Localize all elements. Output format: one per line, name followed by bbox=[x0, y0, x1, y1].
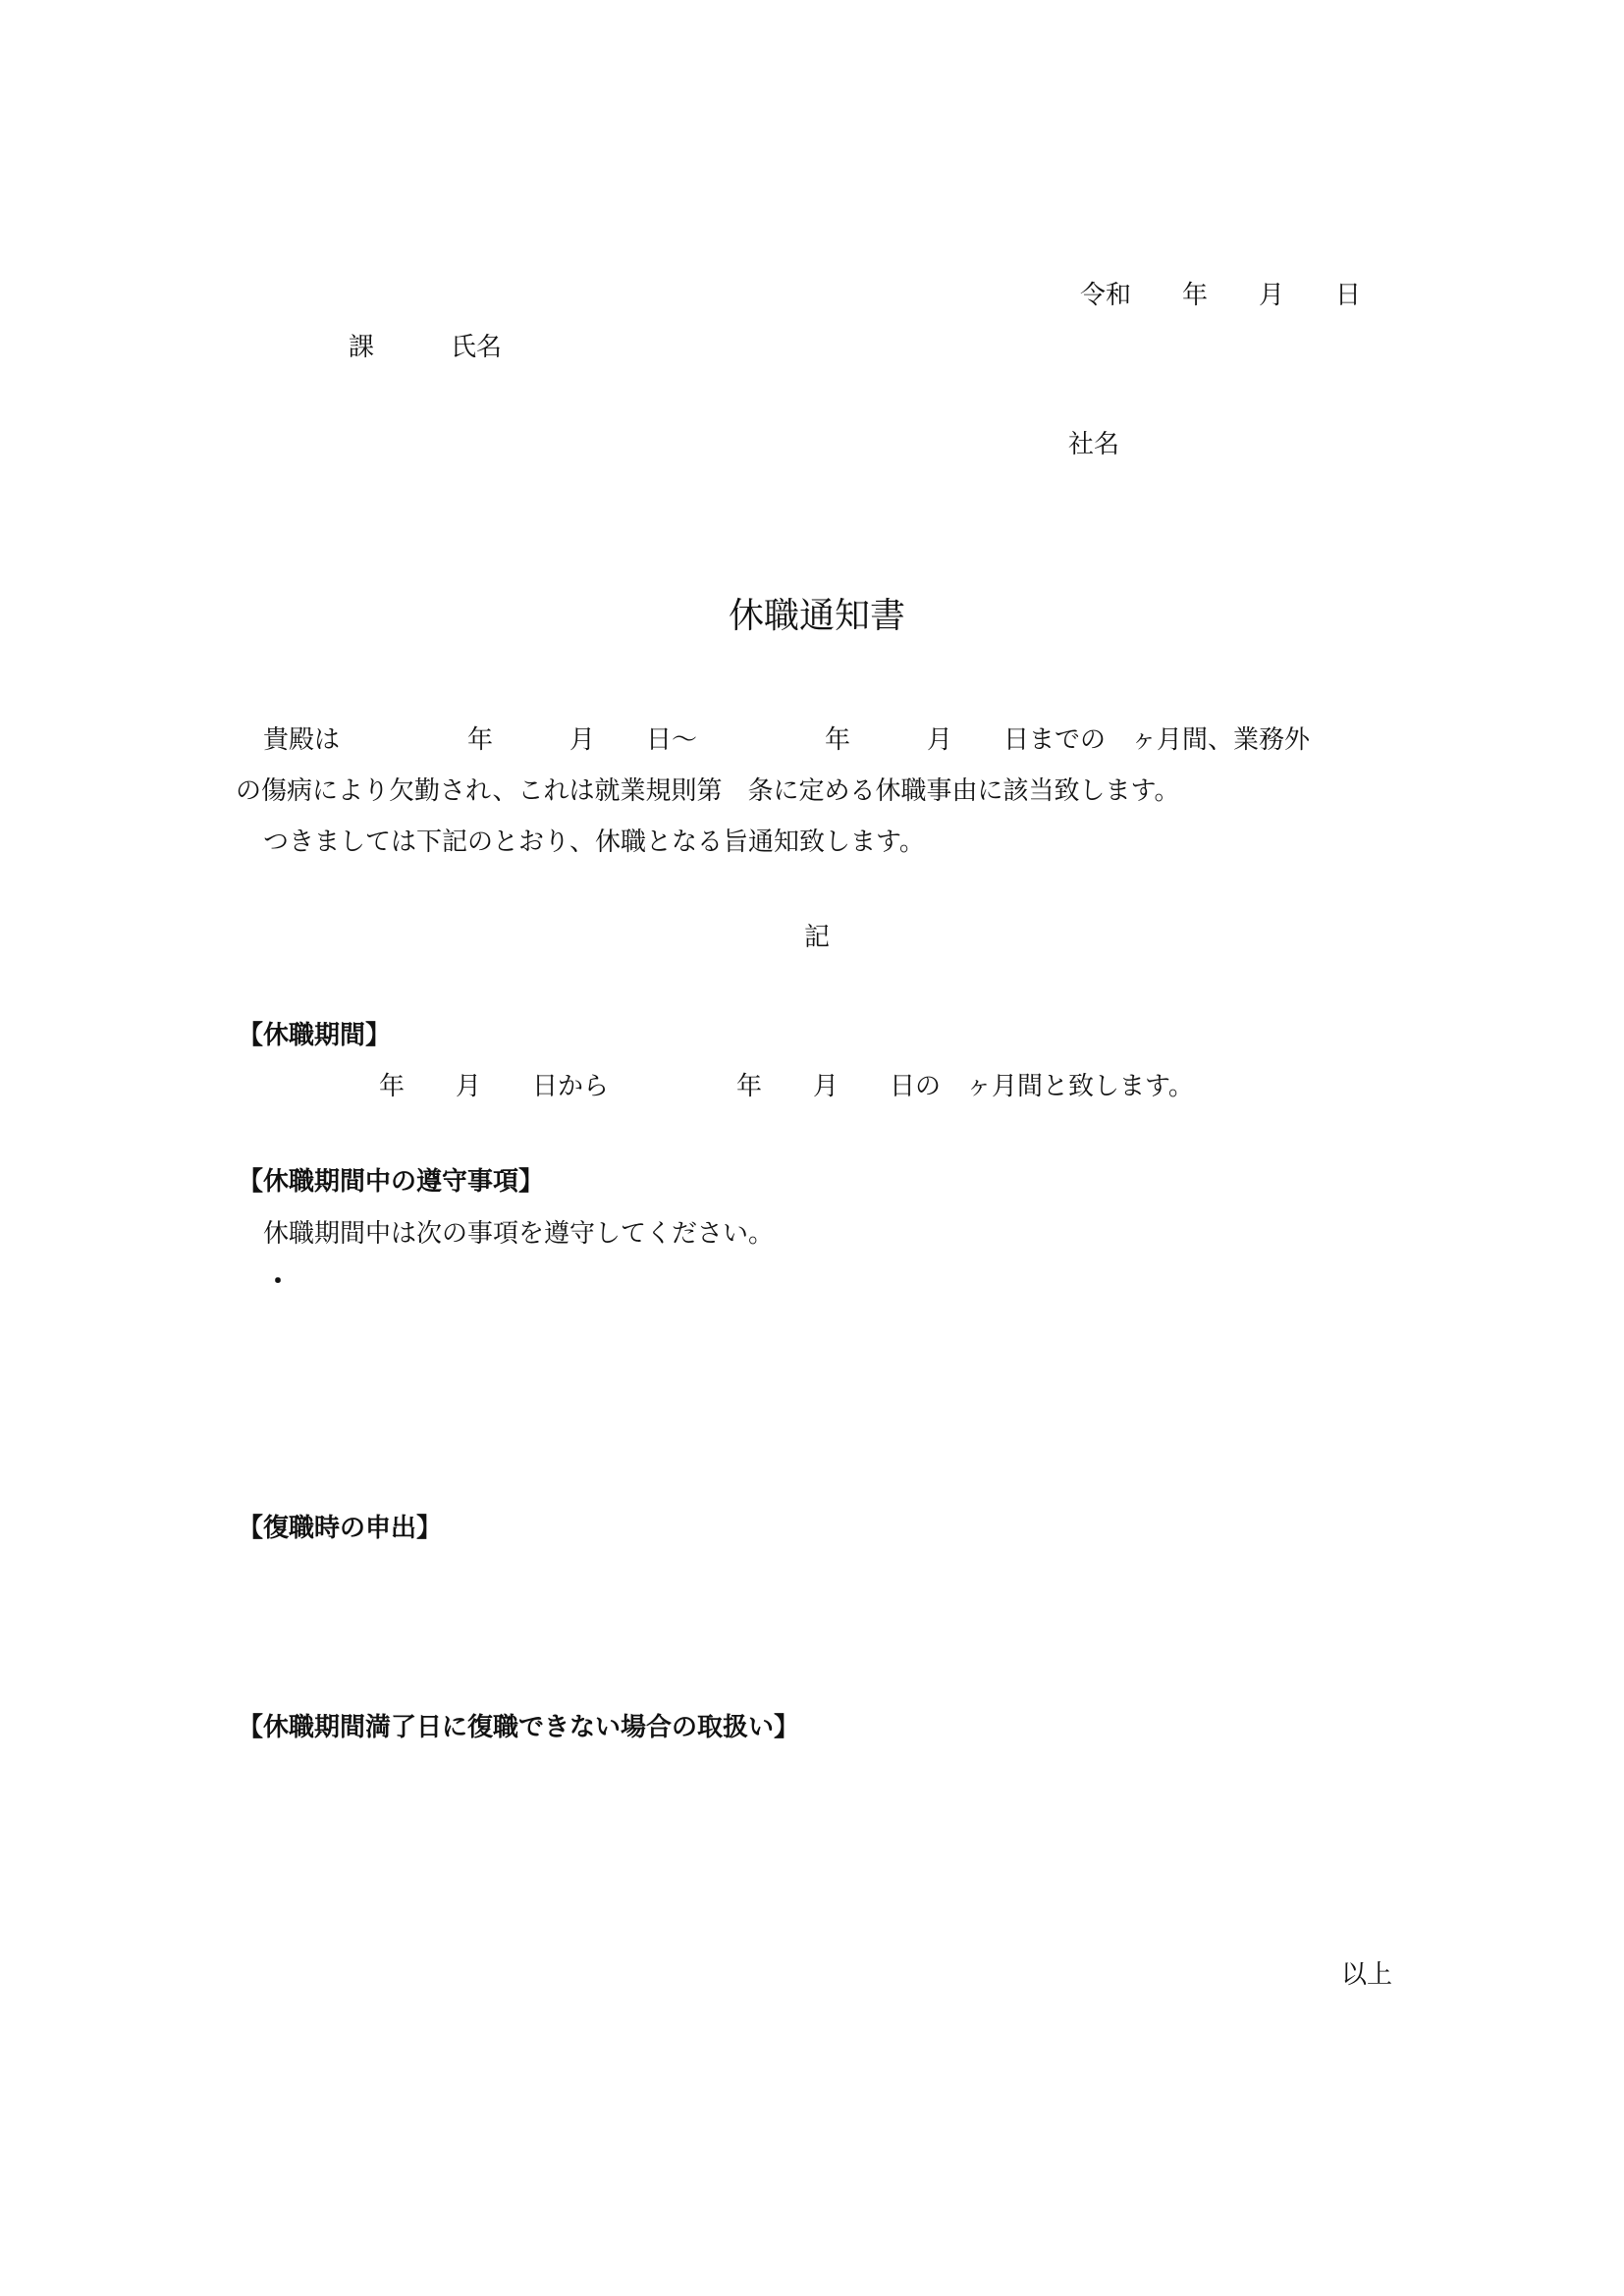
ki-marker: 記 bbox=[803, 923, 830, 952]
body-paragraph-line-2: の傷病により欠勤され、これは就業規則第 条に定める休職事由に該当致します。 bbox=[236, 776, 1180, 806]
closing-mark: 以上 bbox=[1341, 1960, 1393, 1990]
rules-intro-text: 休職期間中は次の事項を遵守してください。 bbox=[263, 1219, 775, 1249]
document-title: 休職通知書 bbox=[728, 596, 905, 636]
leave-period-text: 年 月 日から 年 月 日の ヶ月間と致します。 bbox=[379, 1072, 1194, 1101]
section-heading-expiry: 【休職期間満了日に復職できない場合の取扱い】 bbox=[238, 1713, 800, 1742]
rules-bullet: ・ bbox=[265, 1267, 292, 1297]
section-heading-leave-period: 【休職期間】 bbox=[238, 1021, 392, 1050]
company-name: 社名 bbox=[1068, 430, 1120, 459]
body-paragraph-line-3: つきましては下記のとおり、休職となる旨通知致します。 bbox=[263, 828, 925, 857]
issue-date: 令和 年 月 日 bbox=[1080, 281, 1362, 310]
body-paragraph-line-1: 貴殿は 年 月 日～ 年 月 日までの ヶ月間、業務外 bbox=[263, 725, 1311, 755]
section-heading-rules: 【休職期間中の遵守事項】 bbox=[238, 1167, 545, 1197]
section-heading-return: 【復職時の申出】 bbox=[238, 1514, 443, 1543]
recipient-name: 課 氏名 bbox=[349, 333, 503, 362]
